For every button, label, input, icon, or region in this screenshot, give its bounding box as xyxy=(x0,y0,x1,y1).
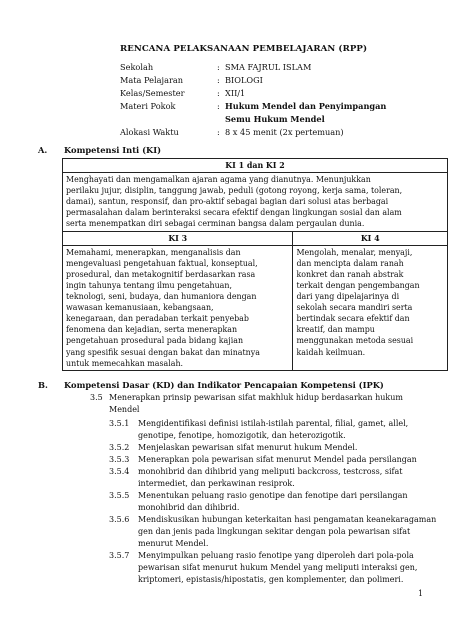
ki3-line: ingin tahunya tentang ilmu pengetahuan, xyxy=(66,280,232,290)
ki4-line: dari yang dipelajarinya di xyxy=(296,292,400,302)
indicator-number: 3.5.6 xyxy=(109,515,130,524)
ki3-line: Memahami, menerapkan, menganalisis dan xyxy=(66,247,241,257)
ki3-line: yang spesifik sesuai dengan bakat dan minatnya xyxy=(66,347,260,357)
indicator-text-line: Mengidentifikasi definisi istilah-istilah parental, filial, gamet, allel, xyxy=(138,419,409,428)
info-colon: : xyxy=(217,88,220,98)
ki3-line: kenegaraan, dan peradaban terkait penyebab xyxy=(66,314,249,324)
kd-text-line: Menerapkan prinsip pewarisan sifat makhluk hidup berdasarkan hukum xyxy=(109,393,403,402)
indicator-text-line: pewarisan sifat menurut hukum Mendel yang meliputi interaksi gen, xyxy=(138,563,418,572)
indicator-number: 3.5.1 xyxy=(109,419,130,428)
info-value: Semu Hukum Mendel xyxy=(225,114,325,124)
ki4-line: Mengolah, menalar, menyaji, xyxy=(296,247,413,257)
info-value: 8 x 45 menit (2x pertemuan) xyxy=(225,127,344,137)
ki12-line: damai), santun, responsif, dan pro-aktif sebagai bagian dari solusi atas berbagai xyxy=(66,197,389,207)
ki12-header: KI 1 dan KI 2 xyxy=(63,159,448,173)
ki4-header: KI 4 xyxy=(293,231,448,245)
indicator-text-line: kriptomeri, epistasis/hipostatis, gen komplementer, dan polimeri. xyxy=(138,575,404,584)
page-number: 1 xyxy=(418,589,424,598)
info-colon: : xyxy=(217,75,220,85)
info-colon: : xyxy=(217,62,220,72)
indicator-text-line: monohibrid dan dihibrid. xyxy=(138,503,240,512)
ki4-content xyxy=(293,245,448,370)
indicator-text-line: Menentukan peluang rasio genotipe dan fenotipe dari persilangan xyxy=(138,491,408,500)
indicator-text-line: Menyimpulkan peluang rasio fenotipe yang diperoleh dari pola-pola xyxy=(138,551,414,560)
document-title: RENCANA PELAKSANAAN PEMBELAJARAN (RPP) xyxy=(120,44,368,54)
section-a-title: Kompetensi Inti (KI) xyxy=(64,145,162,155)
info-label: Kelas/Semester xyxy=(120,88,185,98)
info-label: Alokasi Waktu xyxy=(120,127,179,137)
indicator-text-line: menurut Mendel. xyxy=(138,539,209,548)
ki4-line: kreatif, dan mampu xyxy=(296,325,375,335)
ki12-line: permasalahan dalam berinteraksi secara efektif dengan lingkungan sosial dan alam xyxy=(66,208,402,218)
indicator-text-line: Menjelaskan pewarisan sifat menurut hukum Mendel. xyxy=(138,443,358,452)
indicator-text-line: Mendiskusikan hubungan keterkaitan hasi pengamatan keanekaragaman xyxy=(138,515,437,524)
info-colon: : xyxy=(217,127,220,137)
info-label: Mata Pelajaran xyxy=(120,75,184,85)
indicator-number: 3.5.4 xyxy=(109,467,130,476)
info-label: Sekolah xyxy=(120,62,154,72)
kd-text-line: Mendel xyxy=(109,405,140,414)
ki3-line: wawasan kemanusiaan, kebangsaan, xyxy=(66,303,214,313)
indicator-number: 3.5.7 xyxy=(109,551,130,560)
section-b-letter: B. xyxy=(38,380,48,390)
info-value: Hukum Mendel dan Penyimpangan xyxy=(225,101,387,111)
ki12-line: Menghayati dan mengamalkan ajaran agama yang dianutnya. Menunjukkan xyxy=(66,175,371,185)
info-colon: : xyxy=(217,101,220,111)
info-value: SMA FAJRUL ISLAM xyxy=(225,62,312,72)
ki4-line: menggunakan metoda sesuai xyxy=(296,336,414,346)
indicator-text-line: intermediet, dan perkawinan resiprok. xyxy=(138,479,295,488)
indicator-text-line: monohibrid dan dihibrid yang meliputi backcross, testcross, sifat xyxy=(138,467,403,476)
ki4-line: terkait dengan pengembangan xyxy=(296,280,420,290)
info-label: Materi Pokok xyxy=(120,101,176,111)
ki3-line: teknologi, seni, budaya, dan humaniora dengan xyxy=(66,292,257,302)
ki12-line: perilaku jujur, disiplin, tanggung jawab, peduli (gotong royong, kerja sama, toleran, xyxy=(66,186,403,196)
ki3-header: KI 3 xyxy=(63,231,293,245)
ki3-content xyxy=(63,245,293,370)
ki3-line: pengetahuan prosedural pada bidang kajian xyxy=(66,336,244,346)
section-a-letter: A. xyxy=(38,145,48,155)
ki4-line: kaidah keilmuan. xyxy=(296,347,366,357)
indicator-text-line: Menerapkan pola pewarisan sifat menurut Mendel pada persilangan xyxy=(138,455,417,464)
section-b-title: Kompetensi Dasar (KD) dan Indikator Pencapaian Kompetensi (IPK) xyxy=(64,380,384,390)
indicator-number: 3.5.2 xyxy=(109,443,130,452)
kd-number: 3.5 xyxy=(90,393,103,402)
ki4-line: konkret dan ranah abstrak xyxy=(296,269,404,279)
indicator-number: 3.5.5 xyxy=(109,491,130,500)
ki3-line: mengevaluasi pengetahuan faktual, konseptual, xyxy=(66,258,258,268)
ki12-line: serta menempatkan diri sebagai cerminan bangsa dalam pergaulan dunia. xyxy=(66,219,365,229)
indicator-number: 3.5.3 xyxy=(109,455,130,464)
indicator-text-line: genotipe, fenotipe, homozigotik, dan heterozigotik. xyxy=(138,431,346,440)
ki4-line: bertindak secara efektif dan xyxy=(296,314,410,324)
info-value: BIOLOGI xyxy=(225,75,263,85)
kompetensi-inti-table xyxy=(62,158,448,371)
ki4-line: sekolah secara mandiri serta xyxy=(296,303,413,313)
ki12-content xyxy=(63,173,448,231)
info-value: XII/1 xyxy=(225,88,246,98)
ki3-line: prosedural, dan metakognitif berdasarkan rasa xyxy=(66,269,256,279)
ki4-line: dan mencipta dalam ranah xyxy=(296,258,404,268)
indicator-text-line: gen dan jenis pada lingkungan sekitar dengan pola pewarisan sifat xyxy=(138,527,411,536)
ki3-line: fenomena dan kejadian, serta menerapkan xyxy=(66,325,238,335)
ki3-line: untuk memecahkan masalah. xyxy=(66,358,184,368)
